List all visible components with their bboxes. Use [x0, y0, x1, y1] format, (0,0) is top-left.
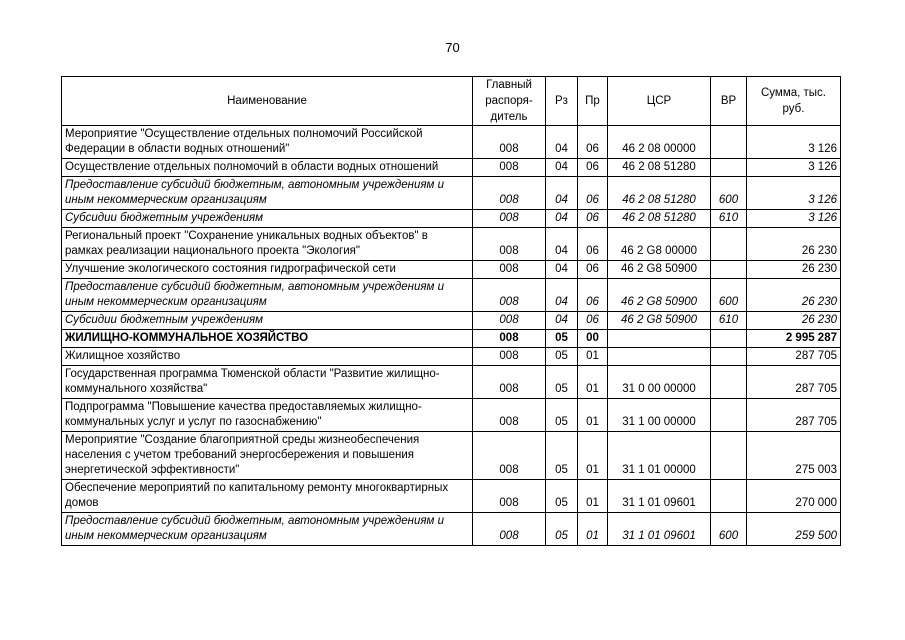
cell-name: Улучшение экологического состояния гидрографической сети [62, 261, 473, 279]
table-row [62, 480, 841, 513]
cell-name: Предоставление субсидий бюджетным, автономным учреждениям и иным некоммерческим организациям [62, 177, 473, 210]
cell-rz: 04 [546, 177, 578, 210]
cell-rz: 04 [546, 210, 578, 228]
cell-sum: 3 126 [747, 210, 841, 228]
cell-rz: 04 [546, 126, 578, 159]
header-vr: ВР [711, 77, 747, 126]
header-csr: ЦСР [608, 77, 711, 126]
cell-rz: 04 [546, 312, 578, 330]
cell-csr [608, 330, 711, 348]
cell-vr [711, 366, 747, 399]
cell-pr: 06 [578, 210, 608, 228]
cell-csr: 46 2 08 51280 [608, 159, 711, 177]
cell-name: Субсидии бюджетным учреждениям [62, 312, 473, 330]
cell-csr: 46 2 08 51280 [608, 177, 711, 210]
table-row [62, 228, 841, 261]
cell-sum: 26 230 [747, 312, 841, 330]
header-rz: Рз [546, 77, 578, 126]
cell-csr: 31 1 01 09601 [608, 513, 711, 546]
cell-vr [711, 348, 747, 366]
cell-name: Региональный проект "Сохранение уникальных водных объектов" в рамках реализации национального проекта "Экология" [62, 228, 473, 261]
table-row [62, 126, 841, 159]
cell-pr: 01 [578, 432, 608, 480]
cell-rz: 04 [546, 261, 578, 279]
cell-csr: 31 1 00 00000 [608, 399, 711, 432]
cell-rz: 05 [546, 513, 578, 546]
cell-pr: 06 [578, 279, 608, 312]
cell-sum: 26 230 [747, 228, 841, 261]
cell-main-manager: 008 [473, 159, 546, 177]
cell-main-manager: 008 [473, 126, 546, 159]
cell-pr: 06 [578, 312, 608, 330]
cell-csr: 31 0 00 00000 [608, 366, 711, 399]
cell-name: Мероприятие "Осуществление отдельных полномочий Российской Федерации в области водных отношений" [62, 126, 473, 159]
table-row [62, 177, 841, 210]
header-pr: Пр [578, 77, 608, 126]
cell-vr: 600 [711, 513, 747, 546]
table-row [62, 312, 841, 330]
cell-csr: 46 2 08 00000 [608, 126, 711, 159]
cell-name: Субсидии бюджетным учреждениям [62, 210, 473, 228]
cell-main-manager: 008 [473, 348, 546, 366]
cell-sum: 259 500 [747, 513, 841, 546]
cell-csr: 31 1 01 00000 [608, 432, 711, 480]
cell-sum: 3 126 [747, 126, 841, 159]
table-header-row [62, 77, 841, 126]
cell-csr: 31 1 01 09601 [608, 480, 711, 513]
table-row [62, 210, 841, 228]
cell-pr: 01 [578, 513, 608, 546]
cell-pr: 06 [578, 159, 608, 177]
cell-main-manager: 008 [473, 177, 546, 210]
cell-vr [711, 399, 747, 432]
cell-vr [711, 330, 747, 348]
cell-vr: 600 [711, 177, 747, 210]
cell-main-manager: 008 [473, 330, 546, 348]
header-sum: Сумма, тыс. руб. [747, 77, 841, 126]
cell-pr: 01 [578, 366, 608, 399]
cell-main-manager: 008 [473, 366, 546, 399]
cell-rz: 05 [546, 330, 578, 348]
cell-sum: 270 000 [747, 480, 841, 513]
cell-vr [711, 261, 747, 279]
budget-table [61, 76, 841, 546]
table-row [62, 399, 841, 432]
cell-sum: 26 230 [747, 279, 841, 312]
table-row [62, 330, 841, 348]
cell-sum: 287 705 [747, 348, 841, 366]
cell-vr [711, 126, 747, 159]
cell-vr: 610 [711, 210, 747, 228]
cell-name: Государственная программа Тюменской области "Развитие жилищно-коммунального хозяйства" [62, 366, 473, 399]
cell-main-manager: 008 [473, 513, 546, 546]
header-main-manager: Главный распоря-дитель [473, 77, 546, 126]
cell-sum: 26 230 [747, 261, 841, 279]
cell-rz: 05 [546, 366, 578, 399]
cell-vr: 600 [711, 279, 747, 312]
cell-pr: 01 [578, 348, 608, 366]
cell-rz: 05 [546, 399, 578, 432]
cell-sum: 3 126 [747, 177, 841, 210]
cell-csr: 46 2 G8 50900 [608, 312, 711, 330]
cell-csr: 46 2 08 51280 [608, 210, 711, 228]
cell-csr [608, 348, 711, 366]
table-row [62, 159, 841, 177]
cell-name: Жилищное хозяйство [62, 348, 473, 366]
cell-sum: 2 995 287 [747, 330, 841, 348]
cell-vr [711, 159, 747, 177]
cell-sum: 287 705 [747, 399, 841, 432]
cell-main-manager: 008 [473, 228, 546, 261]
table-row [62, 366, 841, 399]
cell-name: Осуществление отдельных полномочий в области водных отношений [62, 159, 473, 177]
header-name: Наименование [62, 77, 473, 126]
cell-name: Предоставление субсидий бюджетным, автономным учреждениям и иным некоммерческим организациям [62, 279, 473, 312]
cell-name: Предоставление субсидий бюджетным, автономным учреждениям и иным некоммерческим организациям [62, 513, 473, 546]
cell-name: ЖИЛИЩНО-КОММУНАЛЬНОЕ ХОЗЯЙСТВО [62, 330, 473, 348]
cell-pr: 00 [578, 330, 608, 348]
cell-pr: 06 [578, 228, 608, 261]
page-number: 70 [445, 40, 460, 55]
cell-rz: 04 [546, 228, 578, 261]
cell-main-manager: 008 [473, 261, 546, 279]
cell-pr: 01 [578, 399, 608, 432]
cell-sum: 275 003 [747, 432, 841, 480]
table-row [62, 261, 841, 279]
cell-rz: 04 [546, 159, 578, 177]
cell-name: Подпрограмма "Повышение качества предоставляемых жилищно-коммунальных услуг и услуг по газоснабжению" [62, 399, 473, 432]
cell-pr: 06 [578, 261, 608, 279]
cell-name: Мероприятие "Создание благоприятной среды жизнеобеспечения населения с учетом требований энергосбережения и повышения энергетической эффективности" [62, 432, 473, 480]
table-row [62, 348, 841, 366]
cell-rz: 05 [546, 348, 578, 366]
table-row [62, 432, 841, 480]
cell-vr [711, 480, 747, 513]
table-row [62, 513, 841, 546]
cell-sum: 3 126 [747, 159, 841, 177]
table-row [62, 279, 841, 312]
cell-main-manager: 008 [473, 480, 546, 513]
cell-vr [711, 228, 747, 261]
cell-pr: 06 [578, 177, 608, 210]
cell-main-manager: 008 [473, 399, 546, 432]
cell-main-manager: 008 [473, 210, 546, 228]
cell-rz: 05 [546, 480, 578, 513]
cell-vr: 610 [711, 312, 747, 330]
cell-name: Обеспечение мероприятий по капитальному ремонту многоквартирных домов [62, 480, 473, 513]
cell-rz: 05 [546, 432, 578, 480]
cell-main-manager: 008 [473, 312, 546, 330]
cell-sum: 287 705 [747, 366, 841, 399]
cell-main-manager: 008 [473, 279, 546, 312]
cell-main-manager: 008 [473, 432, 546, 480]
cell-rz: 04 [546, 279, 578, 312]
cell-csr: 46 2 G8 50900 [608, 279, 711, 312]
cell-pr: 01 [578, 480, 608, 513]
cell-csr: 46 2 G8 50900 [608, 261, 711, 279]
cell-csr: 46 2 G8 00000 [608, 228, 711, 261]
cell-vr [711, 432, 747, 480]
cell-pr: 06 [578, 126, 608, 159]
